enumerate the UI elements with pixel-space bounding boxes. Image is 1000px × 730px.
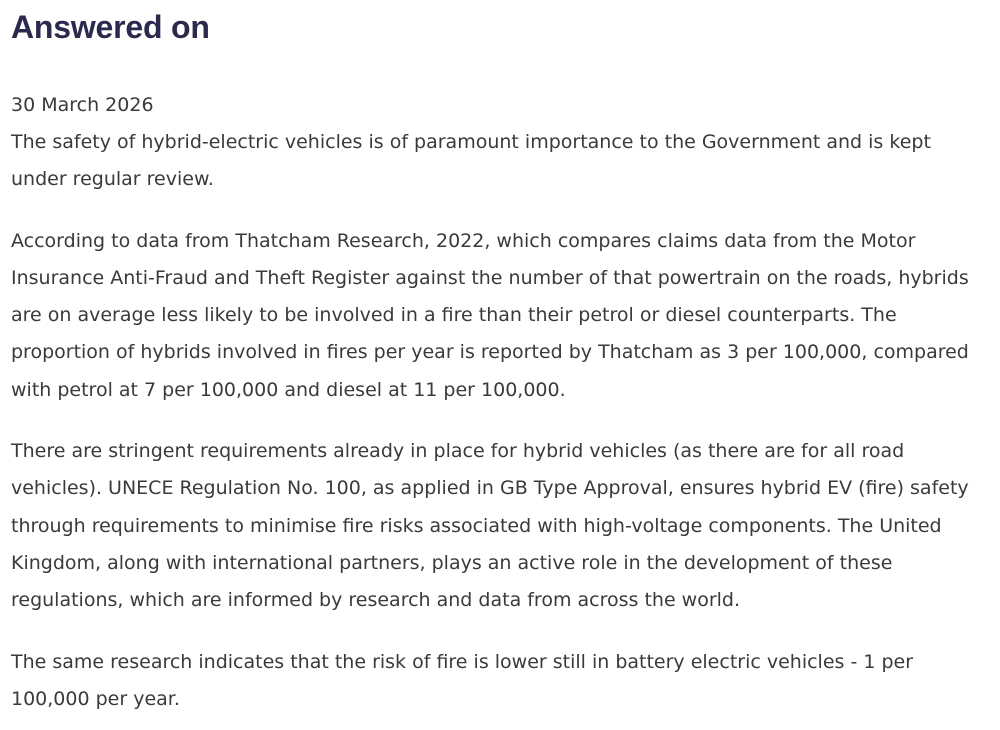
answer-section — [11, 0, 971, 718]
answer-paragraph-1: The safety of hybrid-electric vehicles is of paramount importance to the Government and is kept under regular review. — [11, 131, 931, 191]
answer-paragraph-4: The same research indicates that the risk of fire is lower still in battery electric vehicles - 1 per 100,000 per year. — [11, 650, 914, 710]
answer-date: 30 March 2026 — [11, 94, 154, 116]
answered-on-heading: Answered on — [11, 9, 210, 45]
answer-paragraph-3: There are stringent requirements already in place for hybrid vehicles (as there are for all road vehicles). UNECE Regulation No. 100, as applied in GB Type Approval, ensures hybrid EV (fire) safety through requirements to minimise fire risks associated with high-voltage components. The United Kingdom, along with international partners, plays an active role in the development of these regulations, which are informed by research and data from across the world. — [11, 440, 969, 612]
answer-paragraph-2: According to data from Thatcham Research, 2022, which compares claims data from the Motor Insurance Anti-Fraud and Theft Register against the number of that powertrain on the roads, hybrids are on average less likely to be involved in a fire than their petrol or diesel counterparts. The proportion of hybrids involved in fires per year is reported by Thatcham as 3 per 100,000, compared with petrol at 7 per 100,000 and diesel at 11 per 100,000. — [11, 229, 969, 401]
